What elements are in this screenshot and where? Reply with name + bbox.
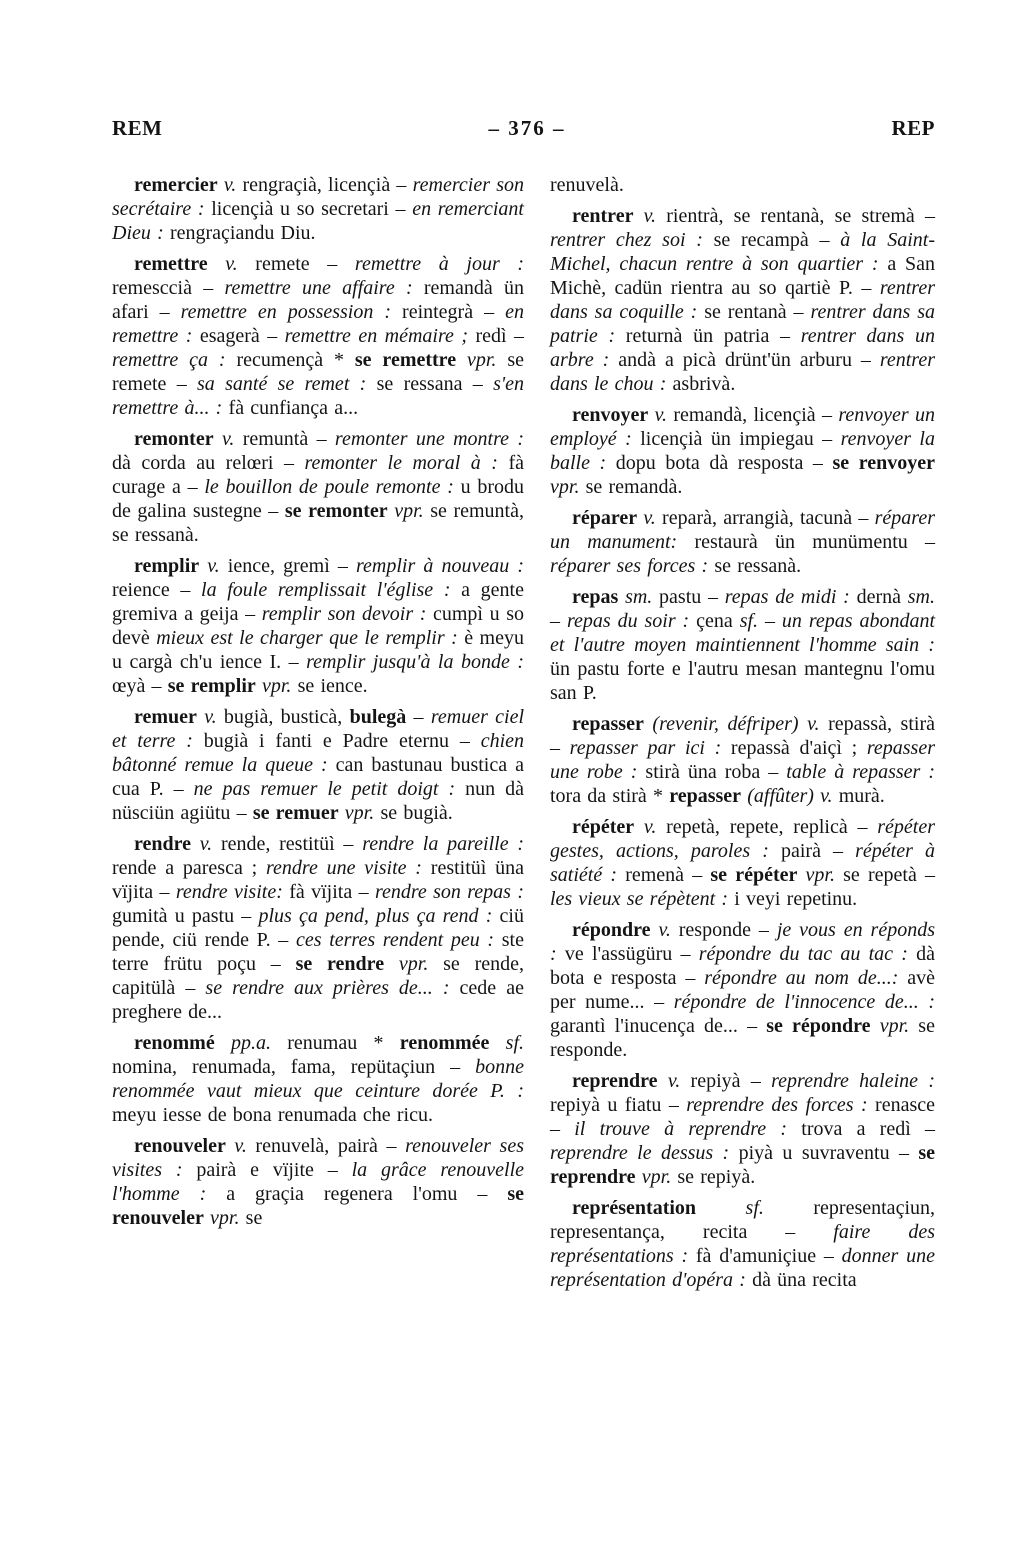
text-segment: repassà d'aiçì ; <box>721 737 867 759</box>
text-segment: repiyà u fiatu – <box>550 1094 687 1116</box>
text-segment: rengraçiandu Diu. <box>163 222 316 244</box>
italic-segment: rendre visite: <box>175 881 283 903</box>
italic-segment: s'en remettre à... : <box>112 373 524 419</box>
italic-segment: la foule remplissait l'église : <box>201 579 451 601</box>
italic-segment: sf. <box>739 610 759 632</box>
text-segment: trova a redì – <box>787 1118 935 1140</box>
italic-segment: un repas abondant et l'autre moyen maintiennent l'homme sain : <box>550 610 935 656</box>
italic-segment: v. <box>648 404 667 426</box>
text-segment: remesccià – <box>112 277 225 299</box>
text-segment: esagerà – <box>192 325 285 347</box>
text-segment: pairà e vïjite – <box>182 1159 352 1181</box>
entry-repas <box>550 585 935 705</box>
italic-segment: vpr. <box>870 1015 910 1037</box>
text-segment: u brodu de galina sustegne – <box>112 476 524 522</box>
italic-segment: remettre en mémaire ; <box>284 325 468 347</box>
entry-renvoyer <box>550 403 935 499</box>
text-segment: çena <box>689 610 740 632</box>
italic-segment: ne pas remuer le petit doigt : <box>193 778 456 800</box>
italic-segment: table à repasser : <box>786 761 935 783</box>
bold-segment: remonter <box>134 428 214 450</box>
bold-segment: se répéter <box>710 864 798 886</box>
italic-segment: il trouve à reprendre : <box>574 1118 788 1140</box>
text-segment: reintegrà – <box>391 301 506 323</box>
entry-continuation <box>550 173 935 197</box>
italic-segment: vpr. <box>384 953 429 975</box>
text-segment: se remete – <box>112 349 524 395</box>
bold-segment: remplir <box>134 555 200 577</box>
italic-segment: vpr. <box>797 864 835 886</box>
italic-segment: réparer un manument: <box>550 507 936 553</box>
text-segment: remenà – <box>617 864 711 886</box>
italic-segment: remonter le moral à : <box>304 452 498 474</box>
text-segment: repassà, stirà – <box>550 713 935 759</box>
guide-word-left: REM <box>112 116 163 140</box>
italic-segment: bonne renommée vaut mieux que ceinture dorée P. : <box>112 1056 524 1102</box>
text-segment: redì – <box>468 325 524 347</box>
text-segment: meyu iesse de bona renumada che ricu. <box>112 1104 433 1126</box>
bold-segment: remettre <box>134 253 208 275</box>
text-segment: tora da stirà * <box>550 785 670 807</box>
italic-segment: v. <box>225 1135 247 1157</box>
text-segment: i veyi repetinu. <box>728 888 858 910</box>
italic-segment: rendre la pareille : <box>362 833 525 855</box>
bold-segment: repasser <box>572 713 644 735</box>
bold-segment: représentation <box>572 1197 697 1219</box>
text-segment: pastu – <box>652 586 725 608</box>
italic-segment: renvoyer la balle : <box>550 428 935 474</box>
text-segment: a San Michè, cadün rientra au so qartiè P. – <box>550 253 936 299</box>
text-segment: can bastunau bustica a cua P. – <box>112 754 524 800</box>
bold-segment: renommée <box>399 1032 490 1054</box>
text-segment: se <box>239 1207 263 1229</box>
entry-répéter <box>550 815 935 911</box>
bold-segment: répondre <box>572 919 651 941</box>
italic-segment: en remettre : <box>112 301 524 347</box>
italic-segment: répondre du tac au tac : <box>698 943 908 965</box>
italic-segment: réparer ses forces : <box>550 555 709 577</box>
italic-segment: répéter à satiété : <box>550 840 935 886</box>
entry-reprendre <box>550 1069 935 1189</box>
bold-segment: se remplir <box>167 675 256 697</box>
text-segment: bugià, busticà, <box>216 706 350 728</box>
italic-segment: v. <box>657 1070 681 1092</box>
text-segment: cede ae preghere de... <box>112 977 524 1023</box>
entry-renouveler <box>112 1134 524 1230</box>
text-segment: stirà üna roba – <box>637 761 787 783</box>
italic-segment: remonter une montre : <box>334 428 524 450</box>
bold-segment: se rendre <box>295 953 385 975</box>
italic-segment: repasser par ici : <box>569 737 722 759</box>
text-segment: se ience. <box>291 675 368 697</box>
text-segment: fà cunfiança a... <box>222 397 359 419</box>
italic-segment: reprendre le dessus : <box>550 1142 730 1164</box>
bold-segment: se renouveler <box>112 1183 524 1229</box>
bold-segment: rendre <box>134 833 192 855</box>
text-segment: œyà – <box>112 675 168 697</box>
text-segment: ience, gremì – <box>219 555 356 577</box>
italic-segment: (affûter) v. <box>741 785 833 807</box>
italic-segment: répéter gestes, actions, paroles : <box>550 816 935 862</box>
italic-segment: v. <box>650 919 671 941</box>
italic-segment: rentrer dans le chou : <box>550 349 936 395</box>
bold-segment: repasser <box>669 785 742 807</box>
text-segment: gumità u pastu – <box>112 905 259 927</box>
italic-segment: remettre à jour : <box>354 253 525 275</box>
text-segment: fà d'amuniçiue – <box>688 1245 842 1267</box>
text-columns <box>112 173 935 1299</box>
text-segment: a graçia regenera l'omu – <box>206 1183 508 1205</box>
italic-segment: v. <box>633 205 657 227</box>
text-segment: è meyu u cargà ch'u ience I. – <box>112 627 524 673</box>
bold-segment: se reprendre <box>550 1142 936 1188</box>
text-segment: remandà ün afari – <box>112 277 525 323</box>
entry-rentrer <box>550 204 935 396</box>
italic-segment: répondre de l'innocence de... : <box>673 991 935 1013</box>
bold-segment: se renvoyer <box>832 452 935 474</box>
italic-segment: (revenir, défriper) v. <box>643 713 820 735</box>
italic-segment: v. <box>217 174 237 196</box>
italic-segment: je vous en réponds : <box>550 919 935 965</box>
text-segment: ve l'assügüru – <box>556 943 699 965</box>
text-segment: remandà, licençià – <box>667 404 839 426</box>
column-right <box>550 173 935 1299</box>
italic-segment: vpr. <box>338 802 375 824</box>
text-segment: andà a picà drünt'ün arburu – <box>609 349 880 371</box>
text-segment: recumençà * <box>225 349 355 371</box>
text-segment: garantì l'inucença de... – <box>550 1015 767 1037</box>
italic-segment: sm. <box>907 586 935 608</box>
bold-segment: remuer <box>134 706 197 728</box>
italic-segment: remettre en possession : <box>180 301 392 323</box>
italic-segment: vpr. <box>203 1207 240 1229</box>
italic-segment: reprendre des forces : <box>686 1094 868 1116</box>
text-segment: a gente gremiva a geija – <box>112 579 524 625</box>
text-segment: representaçiun, representança, recita – <box>550 1197 935 1243</box>
italic-segment: chien bâtonné remue la queue : <box>112 730 524 776</box>
italic-segment: rendre une visite : <box>266 857 422 879</box>
italic-segment: remettre ça : <box>112 349 226 371</box>
text-segment: se remuntà, se ressanà. <box>112 500 524 546</box>
italic-segment: repas du soir : <box>566 610 690 632</box>
text-segment: dà corda au relœri – <box>112 452 305 474</box>
italic-segment: ces terres rendent peu : <box>295 929 495 951</box>
bold-segment: remercier <box>134 174 218 196</box>
text-segment: fà vïjita – <box>282 881 375 903</box>
italic-segment: v. <box>213 428 235 450</box>
text-segment: se ressana – <box>366 373 494 395</box>
italic-segment: sa santé se remet : <box>197 373 367 395</box>
bold-segment: renvoyer <box>572 404 649 426</box>
text-segment: renuvelà, pairà – <box>246 1135 406 1157</box>
italic-segment: remercier son secrétaire : <box>112 174 525 220</box>
text-segment: licençià ün impiegau – <box>631 428 841 450</box>
italic-segment: v. <box>196 706 217 728</box>
bold-segment: bulegà <box>349 706 407 728</box>
italic-segment: v. <box>191 833 213 855</box>
italic-segment: vpr. <box>635 1166 672 1188</box>
italic-segment: répondre au nom de...: <box>704 967 899 989</box>
text-segment: se ressanà. <box>708 555 802 577</box>
text-segment: se remandà. <box>579 476 683 498</box>
italic-segment: rentrer dans sa patrie : <box>550 301 935 347</box>
bold-segment: reprendre <box>572 1070 658 1092</box>
text-segment: murà. <box>832 785 885 807</box>
text-segment: piyà u suvraventu – <box>729 1142 919 1164</box>
text-segment: asbrivà. <box>666 373 736 395</box>
text-segment: remete – <box>237 253 355 275</box>
text-segment: responde – <box>670 919 777 941</box>
text-segment: se responde. <box>550 1015 935 1061</box>
text-segment: restitüì üna vïjita – <box>112 857 525 903</box>
text-segment: nun dà nüsciün agiütu – <box>112 778 525 824</box>
italic-segment: rentrer chez soi : <box>550 229 703 251</box>
italic-segment: vpr. <box>255 675 292 697</box>
bold-segment: répéter <box>572 816 635 838</box>
italic-segment: remplir à nouveau : <box>355 555 524 577</box>
bold-segment: renouveler <box>134 1135 226 1157</box>
text-segment: remuntà – <box>234 428 335 450</box>
entry-rendre <box>112 832 524 1024</box>
italic-segment: les vieux se répètent : <box>550 888 729 910</box>
italic-segment: repas de midi : <box>724 586 850 608</box>
text-segment: nomina, renumada, fama, repütaçiun – <box>112 1056 476 1078</box>
column-left <box>112 173 524 1299</box>
text-segment: – <box>758 610 782 632</box>
text-segment: fà curage a – <box>112 452 524 498</box>
entry-remettre <box>112 252 524 420</box>
bold-segment: se remettre <box>354 349 457 371</box>
italic-segment: vpr. <box>550 476 580 498</box>
text-segment: se repiyà. <box>671 1166 756 1188</box>
bold-segment: se répondre <box>766 1015 871 1037</box>
italic-segment: rendre son repas : <box>374 881 524 903</box>
italic-segment: le bouillon de poule remonte : <box>204 476 454 498</box>
text-segment: renumau * <box>271 1032 400 1054</box>
bold-segment: renommé <box>134 1032 215 1054</box>
text-segment: cumpì u so devè <box>112 603 524 649</box>
text-segment: se rentanà – <box>697 301 811 323</box>
text-segment: – <box>550 610 567 632</box>
entry-réparer <box>550 506 935 578</box>
text-segment: renuvelà. <box>550 174 624 196</box>
text-segment: rientrà, se rentanà, se stremà – <box>656 205 935 227</box>
italic-segment: rentrer dans un arbre : <box>550 325 936 371</box>
entry-remuer <box>112 705 524 825</box>
text-segment: reience – <box>112 579 202 601</box>
italic-segment: sf. <box>489 1032 525 1054</box>
italic-segment: v. <box>207 253 238 275</box>
italic-segment: la grâce renouvelle l'homme : <box>112 1159 525 1205</box>
bold-segment: rentrer <box>572 205 634 227</box>
italic-segment: v. <box>634 816 657 838</box>
text-segment: dà üna recita <box>745 1269 857 1291</box>
italic-segment: sm. <box>618 586 653 608</box>
italic-segment: donner une représentation d'opéra : <box>550 1245 935 1291</box>
text-segment: dernà <box>849 586 908 608</box>
text-segment: avè per nume... – <box>550 967 935 1013</box>
bold-segment: se remonter <box>284 500 388 522</box>
guide-word-right: REP <box>891 116 935 140</box>
italic-segment: en remerciant Dieu : <box>112 198 524 244</box>
text-segment: rende a paresca ; <box>112 857 266 879</box>
text-segment: restaurà ün munümentu – <box>677 531 935 553</box>
italic-segment: remplir jusqu'à la bonde : <box>306 651 524 673</box>
text-segment: ste terre frütu poçu – <box>112 929 524 975</box>
entry-représentation <box>550 1196 935 1292</box>
italic-segment: à la Saint-Michel, chacun rentre à son quartier : <box>550 229 935 275</box>
bold-segment: réparer <box>572 507 638 529</box>
italic-segment: rentrer dans sa coquille : <box>550 277 935 323</box>
italic-segment: repasser une robe : <box>550 737 935 783</box>
italic-segment: reprendre haleine : <box>771 1070 936 1092</box>
text-segment: dà bota e resposta – <box>550 943 935 989</box>
italic-segment: faire des représentations : <box>550 1221 935 1267</box>
bold-segment: se remuer <box>252 802 339 824</box>
italic-segment: se rendre aux prières de... : <box>205 977 450 999</box>
text-segment: pairà – <box>768 840 856 862</box>
italic-segment: remettre une affaire : <box>224 277 413 299</box>
text-segment: repiyà – <box>680 1070 772 1092</box>
entry-répondre <box>550 918 935 1062</box>
text-segment: se bugià. <box>374 802 453 824</box>
text-segment: returnà ün patria – <box>615 325 801 347</box>
text-segment: reparà, arrangià, tacunà – <box>655 507 875 529</box>
italic-segment: renouveler ses visites : <box>112 1135 524 1181</box>
italic-segment: vpr. <box>456 349 497 371</box>
italic-segment: pp.a. <box>214 1032 271 1054</box>
italic-segment: vpr. <box>387 500 424 522</box>
text-segment: – <box>406 706 431 728</box>
text-segment: rende, restitüì – <box>212 833 363 855</box>
running-head <box>112 116 935 141</box>
entry-repasser <box>550 712 935 808</box>
text-segment: se recampà – <box>702 229 841 251</box>
text-segment: se repetà – <box>834 864 935 886</box>
italic-segment: v. <box>637 507 656 529</box>
italic-segment: remuer ciel et terre : <box>112 706 525 752</box>
text-segment: dopu bota dà resposta – <box>606 452 833 474</box>
italic-segment: remplir son devoir : <box>261 603 427 625</box>
text-segment: ün pastu forte e l'autru mesan mantegnu l'omu san P. <box>550 658 935 704</box>
italic-segment: sf. <box>696 1197 764 1219</box>
italic-segment: renvoyer un employé : <box>550 404 935 450</box>
entry-remonter <box>112 427 524 547</box>
text-segment: licençià u so secretari – <box>204 198 413 220</box>
text-segment: rengraçià, licençià – <box>236 174 413 196</box>
text-segment: bugià i fanti e Padre eternu – <box>192 730 481 752</box>
page-number: – 376 – <box>488 116 566 140</box>
italic-segment: mieux est le charger que le remplir : <box>156 627 458 649</box>
text-segment: repetà, repete, replicà – <box>656 816 878 838</box>
entry-renommé <box>112 1031 524 1127</box>
italic-segment: plus ça pend, plus ça rend : <box>258 905 493 927</box>
text-segment: renasce – <box>550 1094 936 1140</box>
italic-segment: v. <box>199 555 220 577</box>
entry-remercier <box>112 173 524 245</box>
text-segment: se rende, capitülà – <box>112 953 524 999</box>
text-segment: ciü pende, ciü rende P. – <box>112 905 524 951</box>
entry-remplir <box>112 554 524 698</box>
bold-segment: repas <box>572 586 619 608</box>
